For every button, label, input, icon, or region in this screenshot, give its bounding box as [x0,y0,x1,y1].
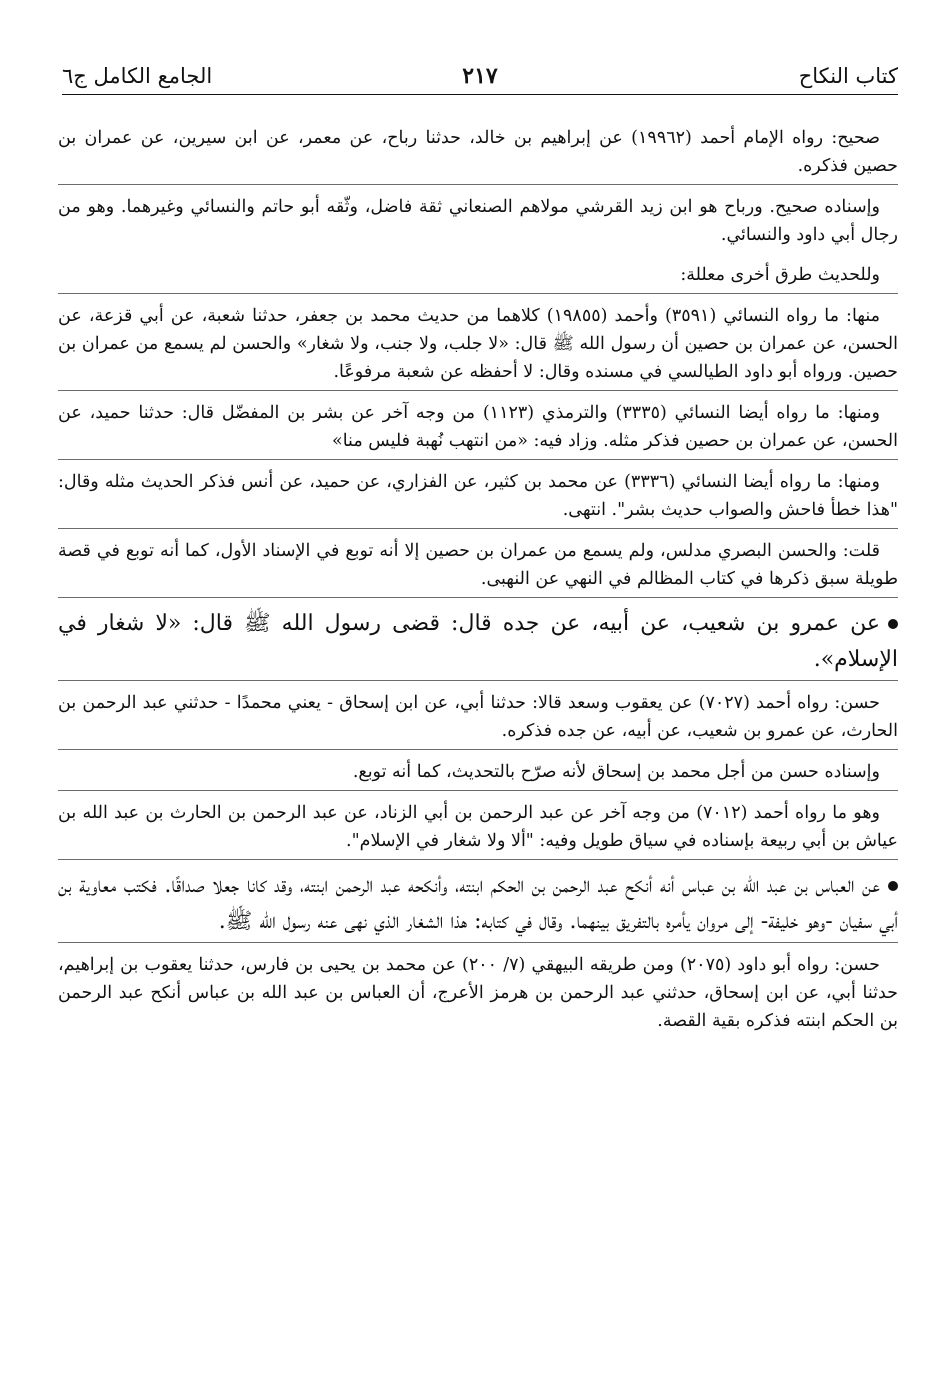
book-title: الجامع الكامل ج٦ [62,64,213,88]
hadith-body: عن عمرو بن شعيب، عن أبيه، عن جده قال: قضى رسول الله ﷺ قال: «لا شغار في الإسلام». [58,611,898,672]
hadith-text [58,868,898,943]
page-header [62,58,898,95]
bullet-icon [888,619,898,629]
isnad-paragraph: وإسناده حسن من أجل محمد بن إسحاق لأنه صرّح بالتحديث، كما أنه توبع. [58,758,898,791]
isnad-paragraph: وإسناده صحيح. ورباح هو ابن زيد القرشي مولاهم الصنعاني ثقة فاضل، وثّقه أبو حاتم والنسائي وغيرهما. وهو من رجال أبي داود والنسائي. [58,197,898,245]
takhrij-paragraph: حسن: رواه أحمد (٧٠٢٧) عن يعقوب وسعد قالا: حدثنا أبي، عن ابن إسحاق - يعني محمدًا - حدثني عبد الرحمن بن الحارث، عن عمرو بن شعيب، عن أبيه، عن جده فذكره. [58,689,898,750]
chapter-title: كتاب النكاح [798,64,898,88]
page-number: ٢١٧ [462,63,498,89]
route-paragraph: وهو ما رواه أحمد (٧٠١٢) من وجه آخر عن عبد الرحمن بن أبي الزناد، عن عبد الرحمن بن الحارث بن عبد الله بن عياش بن أبي ربيعة بإسناده في سياق طويل وفيه: "ألا ولا شغار في الإسلام". [58,799,898,860]
bullet-icon [888,881,898,891]
route-paragraph: منها: ما رواه النسائي (٣٥٩١) وأحمد (١٩٨٥٥) كلاهما من حديث محمد بن جعفر، حدثنا شعبة، عن أبي قزعة، عن الحسن، عن عمران بن حصين أن رسول الله ﷺ قال: «لا جلب، ولا جنب، ولا شغار» والحسن لم يسمع من عمران بن حصين. ورواه أبو داود الطيالسي في مسنده وقال: لا أحفظه عن شعبة مرفوعًا. [58,302,898,391]
page-content [58,124,898,1047]
takhrij-paragraph: صحيح: رواه الإمام أحمد (١٩٩٦٢) عن إبراهيم بن خالد، حدثنا رباح، عن معمر، عن ابن سيرين، عن عمران بن حصين فذكره. [58,124,898,185]
hadith-text [58,606,898,681]
route-paragraph: ومنها: ما رواه أيضا النسائي (٣٣٣٥) والترمذي (١١٢٣) من وجه آخر عن بشر بن المفضّل قال: حدثنا حميد، عن الحسن، عن عمران بن حصين فذكر مثله. وزاد فيه: «من انتهب نُهبة فليس منا» [58,399,898,460]
route-paragraph: ومنها: ما رواه أيضا النسائي (٣٣٣٦) عن محمد بن كثير، عن الفزاري، عن حميد، عن أنس فذكر الحديث مثله وقال: "هذا خطأ فاحش والصواب حديث بشر". انتهى. [58,468,898,529]
hadith-body: عن العباس بن عبد الله بن عباس أنه أنكح عبد الرحمن بن الحكم ابنته، وأنكحه عبد الرحمن ابنته، وقد كانا جعلا صداقًا. فكتب معاوية بن أبي سفيان -وهو خليفة- إلى مروان يأمره بالتفريق بينهما. وقال في كتابه: هذا الشغار الذي نهى عنه رسول الله ﷺ. [58,873,898,934]
note-paragraph: قلت: والحسن البصري مدلس، ولم يسمع من عمران بن حصين إلا أنه توبع في الإسناد الأول، كما أنه توبع في قصة طويلة سبق ذكرها في كتاب المظالم في النهي عن النهبى. [58,537,898,598]
takhrij-paragraph: حسن: رواه أبو داود (٢٠٧٥) ومن طريقه البيهقي (٧/ ٢٠٠) عن محمد بن يحيى بن فارس، حدثنا يعقوب بن إبراهيم، حدثنا أبي، عن ابن إسحاق، حدثني عبد الرحمن بن هرمز الأعرج، أن العباس بن عبد الله بن عباس أنكح عبد الرحمن بن الحكم ابنته فذكره بقية القصة. [58,955,898,1031]
other-routes-heading: وللحديث طرق أخرى معللة: [58,261,898,294]
